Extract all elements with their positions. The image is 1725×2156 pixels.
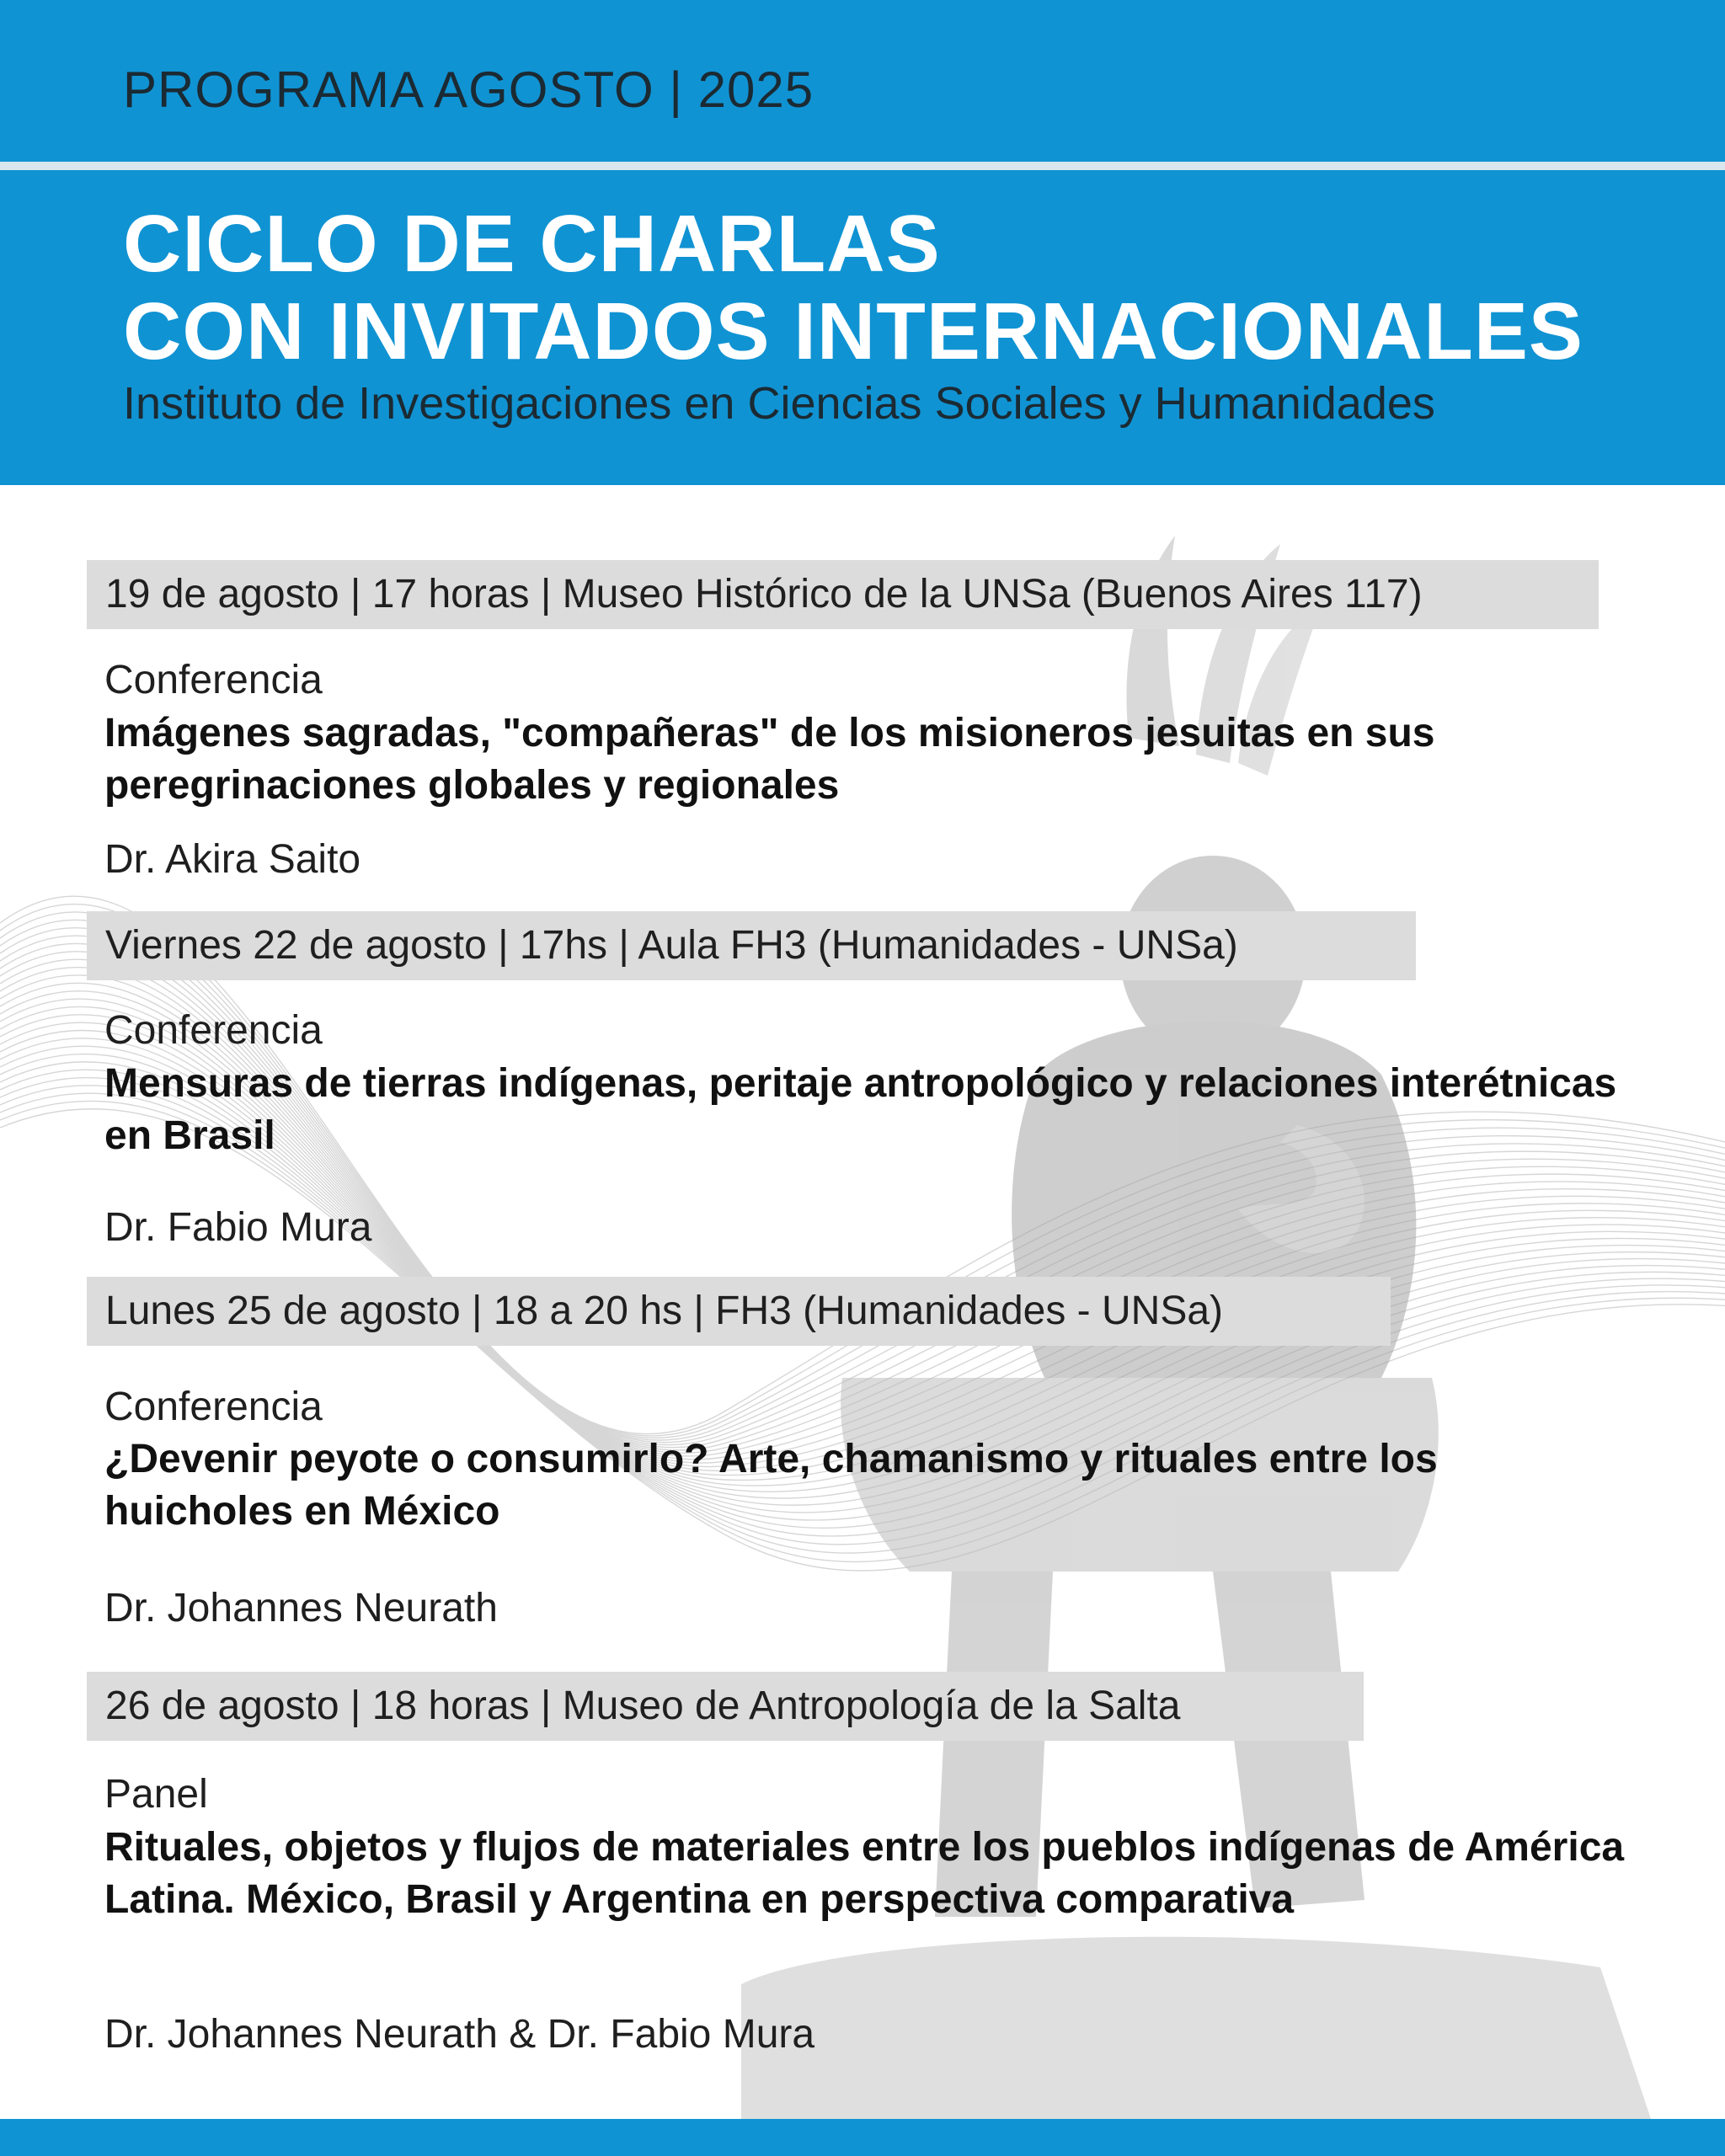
event-info-bar: 19 de agosto | 17 horas | Museo Histórico de la UNSa (Buenos Aires 117) (87, 560, 1599, 629)
program-label: PROGRAMA AGOSTO | 2025 (123, 61, 814, 118)
event-info-bar: Lunes 25 de agosto | 18 a 20 hs | FH3 (Humanidades - UNSa) (87, 1277, 1391, 1346)
main-title-line-1: CICLO DE CHARLAS (123, 199, 941, 289)
event-type: Conferencia (104, 658, 323, 702)
wave-line (0, 912, 1725, 1438)
event-type: Conferencia (104, 1385, 323, 1429)
event-speaker: Dr. Johannes Neurath & Dr. Fabio Mura (104, 2012, 815, 2057)
event-speaker: Dr. Akira Saito (104, 837, 361, 882)
event-type: Panel (104, 1772, 208, 1817)
main-title-line-2: CON INVITADOS INTERNACIONALES (123, 286, 1583, 376)
event-title: Rituales, objetos y flujos de materiales entre los pueblos indígenas de América Latina. México, Brasil y Argentina en perspectiva comparativa (104, 1825, 1625, 1922)
wave-line (0, 928, 1725, 1443)
main-title (123, 200, 1583, 376)
event-speaker: Dr. Johannes Neurath (104, 1586, 498, 1630)
institute-name: Instituto de Investigaciones en Ciencias Sociales y Humanidades (123, 378, 1435, 429)
header-divider (0, 162, 1725, 170)
event-title: Imágenes sagradas, "compañeras" de los misioneros jesuitas en sus peregrinaciones globales y regionales (104, 711, 1435, 808)
event-info-bar: Viernes 22 de agosto | 17hs | Aula FH3 (Humanidades - UNSa) (87, 911, 1416, 980)
footer-band (0, 2119, 1725, 2156)
event-title: Mensuras de tierras indígenas, peritaje antropológico y relaciones interétnicas en Brasil (104, 1061, 1617, 1158)
event-speaker: Dr. Fabio Mura (104, 1205, 372, 1250)
event-info-bar: 26 de agosto | 18 horas | Museo de Antropología de la Salta (87, 1672, 1364, 1741)
wave-line (0, 920, 1725, 1440)
event-type: Conferencia (104, 1008, 323, 1053)
event-title: ¿Devenir peyote o consumirlo? Arte, chamanismo y rituales entre los huicholes en México (104, 1437, 1438, 1534)
